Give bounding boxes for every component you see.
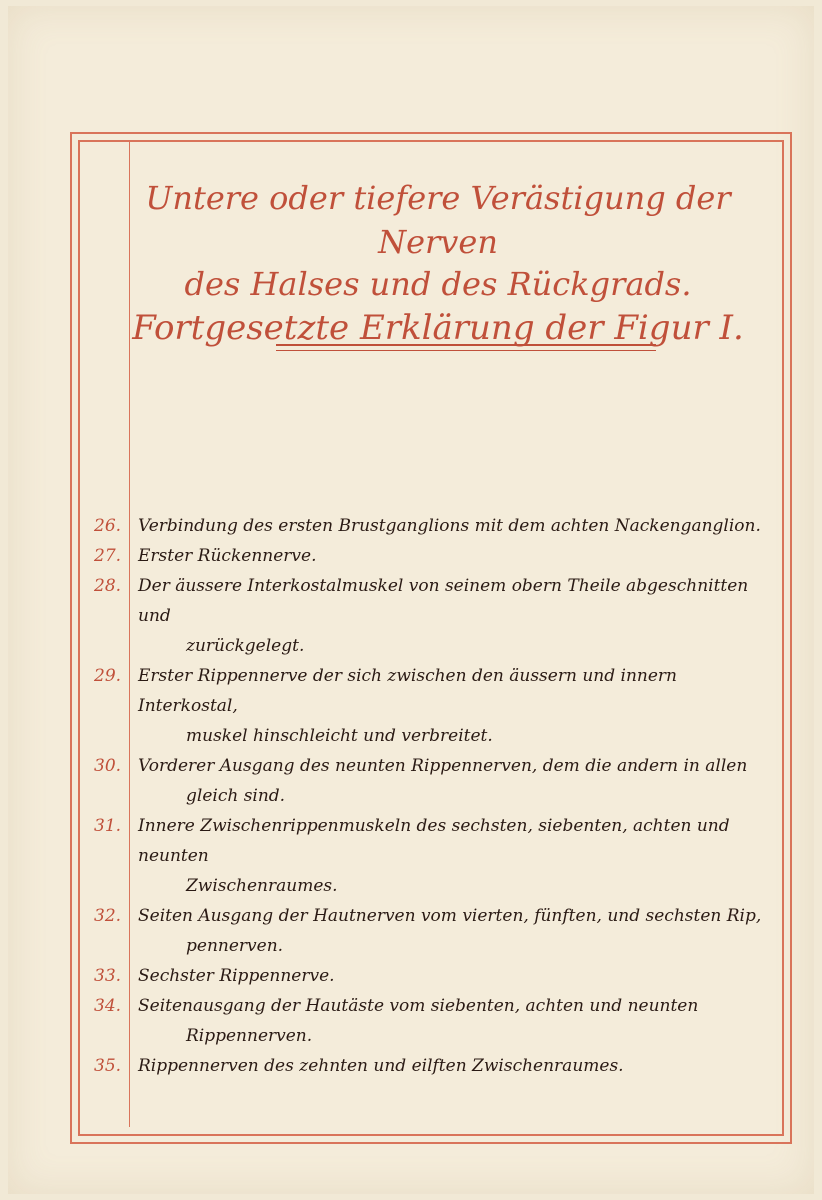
title-line-1: Untere oder tiefere Verästigung der Nerven bbox=[145, 179, 731, 261]
entry-text: Verbindung des ersten Brustganglions mit dem achten Nackenganglion. bbox=[138, 516, 761, 536]
entry-number: 35. bbox=[94, 1056, 122, 1076]
entry-continuation: gleich sind. bbox=[186, 786, 286, 806]
list-item bbox=[94, 571, 764, 661]
entry-number: 29. bbox=[94, 666, 122, 686]
title-underline-second bbox=[276, 350, 656, 351]
title-line-3: Fortgesetzte Erklärung der Figur I. bbox=[132, 308, 744, 348]
entry-text: Erster Rückennerve. bbox=[138, 546, 317, 566]
manuscript-page bbox=[8, 6, 814, 1194]
entry-number: 33. bbox=[94, 966, 122, 986]
entry-text: Rippennerven des zehnten und eilften Zwischenraumes. bbox=[138, 1056, 624, 1076]
title-underline bbox=[276, 344, 656, 346]
entry-text: Seitenausgang der Hautäste vom siebenten, achten und neunten bbox=[138, 996, 699, 1016]
entry-text: Der äussere Interkostalmuskel von seinem obern Theile abgeschnitten und bbox=[138, 576, 749, 626]
list-item bbox=[94, 811, 764, 901]
entry-number: 28. bbox=[94, 576, 122, 596]
entry-text: Sechster Rippennerve. bbox=[138, 966, 335, 986]
list-item bbox=[94, 1051, 764, 1081]
list-item bbox=[94, 991, 764, 1051]
list-item bbox=[94, 661, 764, 751]
entry-continuation: muskel hinschleicht und verbreitet. bbox=[186, 726, 493, 746]
page-title bbox=[128, 176, 748, 352]
entry-text: Vorderer Ausgang des neunten Rippennerven, dem die andern in allen bbox=[138, 756, 748, 776]
entry-text: Seiten Ausgang der Hautnerven vom vierten, fünften, und sechsten Rip, bbox=[138, 906, 762, 926]
entry-number: 27. bbox=[94, 546, 122, 566]
entry-number: 30. bbox=[94, 756, 122, 776]
entry-number: 34. bbox=[94, 996, 122, 1016]
entry-continuation: Rippennerven. bbox=[186, 1026, 313, 1046]
list-item bbox=[94, 751, 764, 811]
entry-text: Innere Zwischenrippenmuskeln des sechsten, siebenten, achten und neunten bbox=[138, 816, 730, 866]
entry-list bbox=[94, 511, 764, 1081]
entry-continuation: pennerven. bbox=[186, 936, 284, 956]
list-item bbox=[94, 541, 764, 571]
entry-text: Erster Rippennerve der sich zwischen den äussern und innern Interkostal, bbox=[138, 666, 677, 716]
entry-continuation: zurückgelegt. bbox=[186, 636, 305, 656]
list-item bbox=[94, 901, 764, 961]
entry-number: 32. bbox=[94, 906, 122, 926]
title-line-2: des Halses und des Rückgrads. bbox=[184, 265, 692, 303]
list-item bbox=[94, 961, 764, 991]
entry-number: 26. bbox=[94, 516, 122, 536]
entry-continuation: Zwischenraumes. bbox=[186, 876, 338, 896]
list-item bbox=[94, 511, 764, 541]
entry-number: 31. bbox=[94, 816, 122, 836]
